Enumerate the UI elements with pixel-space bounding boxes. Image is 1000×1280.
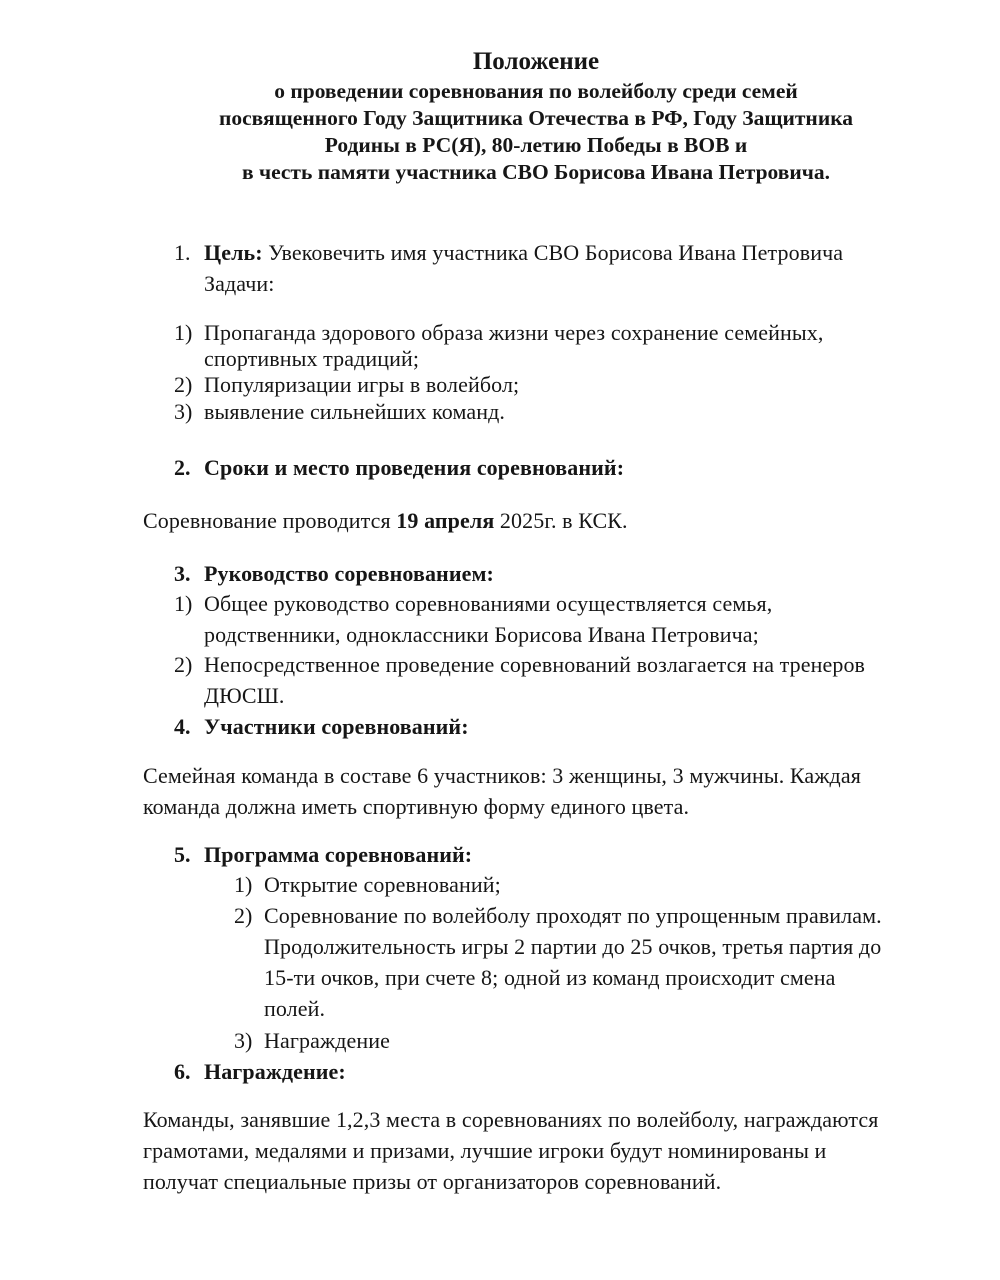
s5-item-2-number: 2): [234, 903, 253, 928]
section-4-line-1: Семейная команда в составе 6 участников: 3 женщины, 3 мужчины. Каждая: [143, 763, 861, 788]
section-1-number: 1.: [174, 240, 191, 265]
s3-item-1-number: 1): [174, 591, 193, 616]
section-4-heading: Участники соревнований:: [204, 714, 469, 739]
section-5-number: 5.: [174, 842, 191, 867]
section-6-heading: Награждение:: [204, 1059, 346, 1084]
task-1-line-1: Пропаганда здорового образа жизни через сохранение семейных,: [204, 320, 824, 345]
subtitle-line-3: Родины в РС(Я), 80-летию Победы в ВОВ и: [324, 133, 748, 157]
section-3-heading: Руководство соревнованием:: [204, 561, 494, 586]
subtitle-line-4: в честь памяти участника СВО Борисова Ивана Петровича.: [241, 160, 831, 184]
task-1-number: 1): [174, 320, 193, 345]
s5-item-2-line-3: 15-ти очков, при счете 8; одной из команд происходит смена: [264, 965, 836, 990]
competition-date: 19 апреля: [396, 508, 495, 533]
section-2-text-after: 2025г. в КСК.: [494, 508, 628, 533]
task-3-line-1: выявление сильнейших команд.: [204, 399, 505, 424]
section-6-line-3: получат специальные призы от организаторов соревнований.: [143, 1169, 722, 1194]
document-title: Положение: [472, 48, 600, 75]
section-1-text: Увековечить имя участника СВО Борисова Ивана Петровича: [262, 240, 844, 265]
s3-item-2-number: 2): [174, 652, 193, 677]
section-4-line-2: команда должна иметь спортивную форму единого цвета.: [143, 794, 690, 819]
task-1-line-2: спортивных традиций;: [204, 346, 420, 371]
subtitle-line-2: посвященного Году Защитника Отечества в РФ, Году Защитника: [218, 106, 854, 130]
section-2-text: [143, 508, 628, 534]
s3-item-1-line-1: Общее руководство соревнованиями осуществляется семья,: [204, 591, 773, 616]
section-2-text-before: Соревнование проводится: [143, 508, 397, 533]
section-2-heading: Сроки и место проведения соревнований:: [204, 455, 625, 480]
s3-item-2-line-2: ДЮСШ.: [204, 683, 285, 708]
s3-item-2-line-1: Непосредственное проведение соревнований возлагается на тренеров: [204, 652, 866, 677]
s5-item-1-line-1: Открытие соревнований;: [264, 872, 501, 897]
tasks-label: Задачи:: [204, 271, 275, 296]
task-2-number: 2): [174, 372, 193, 397]
subtitle-line-1: о проведении соревнования по волейболу среди семей: [274, 79, 798, 103]
section-6-line-1: Команды, занявшие 1,2,3 места в соревнованиях по волейболу, награждаются: [143, 1107, 879, 1132]
section-6-line-2: грамотами, медалями и призами, лучшие игроки будут номинированы и: [143, 1138, 827, 1163]
section-6-number: 6.: [174, 1059, 191, 1084]
task-2-line-1: Популяризации игры в волейбол;: [204, 372, 520, 397]
section-1-heading: Цель:: [204, 240, 263, 265]
section-1-line: [204, 240, 843, 266]
s5-item-3-line-1: Награждение: [264, 1028, 391, 1053]
section-3-number: 3.: [174, 561, 191, 586]
s5-item-1-number: 1): [234, 872, 253, 897]
s3-item-1-line-2: родственники, одноклассники Борисова Ивана Петровича;: [204, 622, 759, 647]
section-2-number: 2.: [174, 455, 191, 480]
s5-item-2-line-4: полей.: [264, 996, 326, 1021]
s5-item-2-line-2: Продолжительность игры 2 партии до 25 очков, третья партия до: [264, 934, 882, 959]
section-4-number: 4.: [174, 714, 191, 739]
s5-item-3-number: 3): [234, 1028, 253, 1053]
s5-item-2-line-1: Соревнование по волейболу проходят по упрощенным правилам.: [264, 903, 882, 928]
task-3-number: 3): [174, 399, 193, 424]
section-5-heading: Программа соревнований:: [204, 842, 473, 867]
